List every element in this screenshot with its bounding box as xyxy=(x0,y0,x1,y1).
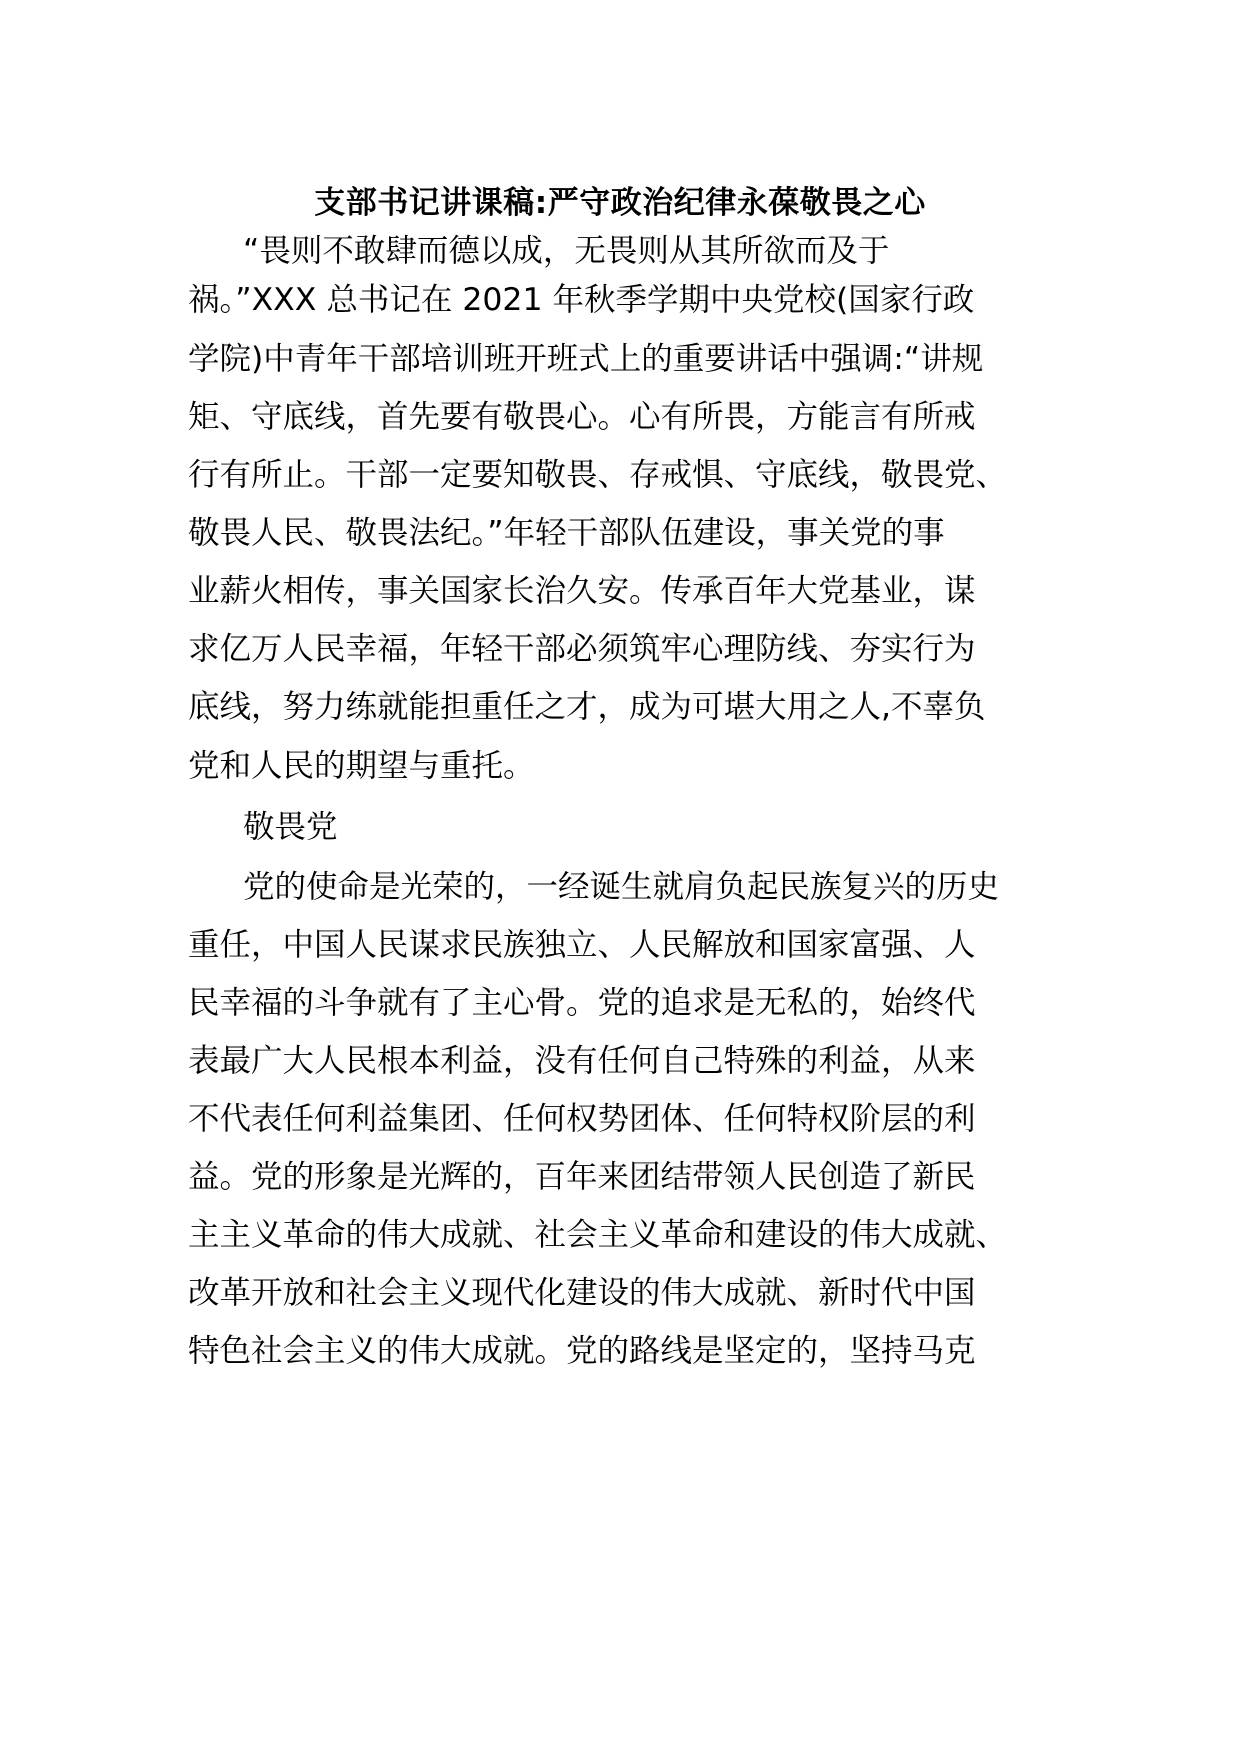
paragraph-line: 改革开放和社会主义现代化建设的伟大成就、新时代中国 xyxy=(188,1275,976,1311)
paragraph-line: 益。党的形象是光辉的，百年来团结带领人民创造了新民 xyxy=(188,1159,976,1195)
paragraph-line: 党和人民的期望与重托。 xyxy=(188,748,535,784)
paragraph-line: 敬畏人民、敬畏法纪。”年轻干部队伍建设，事关党的事 xyxy=(188,515,945,551)
paragraph-line: 业薪火相传，事关国家长治久安。传承百年大党基业，谋 xyxy=(188,573,976,609)
paragraph-line: 求亿万人民幸福，年轻干部必须筑牢心理防线、夯实行为 xyxy=(188,631,976,667)
paragraph-line: 党的使命是光荣的，一经诞生就肩负起民族复兴的历史 xyxy=(243,869,1000,905)
paragraph-line: 民幸福的斗争就有了主心骨。党的追求是无私的，始终代 xyxy=(188,985,976,1021)
paragraph-line: 重任，中国人民谋求民族独立、人民解放和国家富强、人 xyxy=(188,927,976,963)
paragraph-line: 不代表任何利益集团、任何权势团体、任何特权阶层的利 xyxy=(188,1101,976,1137)
paragraph-line: 矩、守底线，首先要有敬畏心。心有所畏，方能言有所戒 xyxy=(188,399,976,435)
paragraph-line: 学院)中青年干部培训班开班式上的重要讲话中强调:“讲规 xyxy=(188,341,984,377)
paragraph-line: 表最广大人民根本利益，没有任何自己特殊的利益，从来 xyxy=(188,1043,976,1079)
paragraph-line: 行有所止。干部一定要知敬畏、存戒惧、守底线，敬畏党、 xyxy=(188,457,1008,493)
paragraph-line: 底线，努力练就能担重任之才，成为可堪大用之人,不辜负 xyxy=(188,689,986,725)
paragraph-line: “畏则不敢肆而德以成，无畏则从其所欲而及于 xyxy=(243,233,890,269)
section-heading: 敬畏党 xyxy=(243,809,338,845)
paragraph-line: 主主义革命的伟大成就、社会主义革命和建设的伟大成就、 xyxy=(188,1217,1008,1253)
paragraph-line: 特色社会主义的伟大成就。党的路线是坚定的，坚持马克 xyxy=(188,1333,976,1369)
paragraph-line: 祸。”XXX 总书记在 2021 年秋季学期中央党校(国家行政 xyxy=(188,282,975,318)
document-title: 支部书记讲课稿:严守政治纪律永葆敬畏之心 xyxy=(314,185,926,221)
